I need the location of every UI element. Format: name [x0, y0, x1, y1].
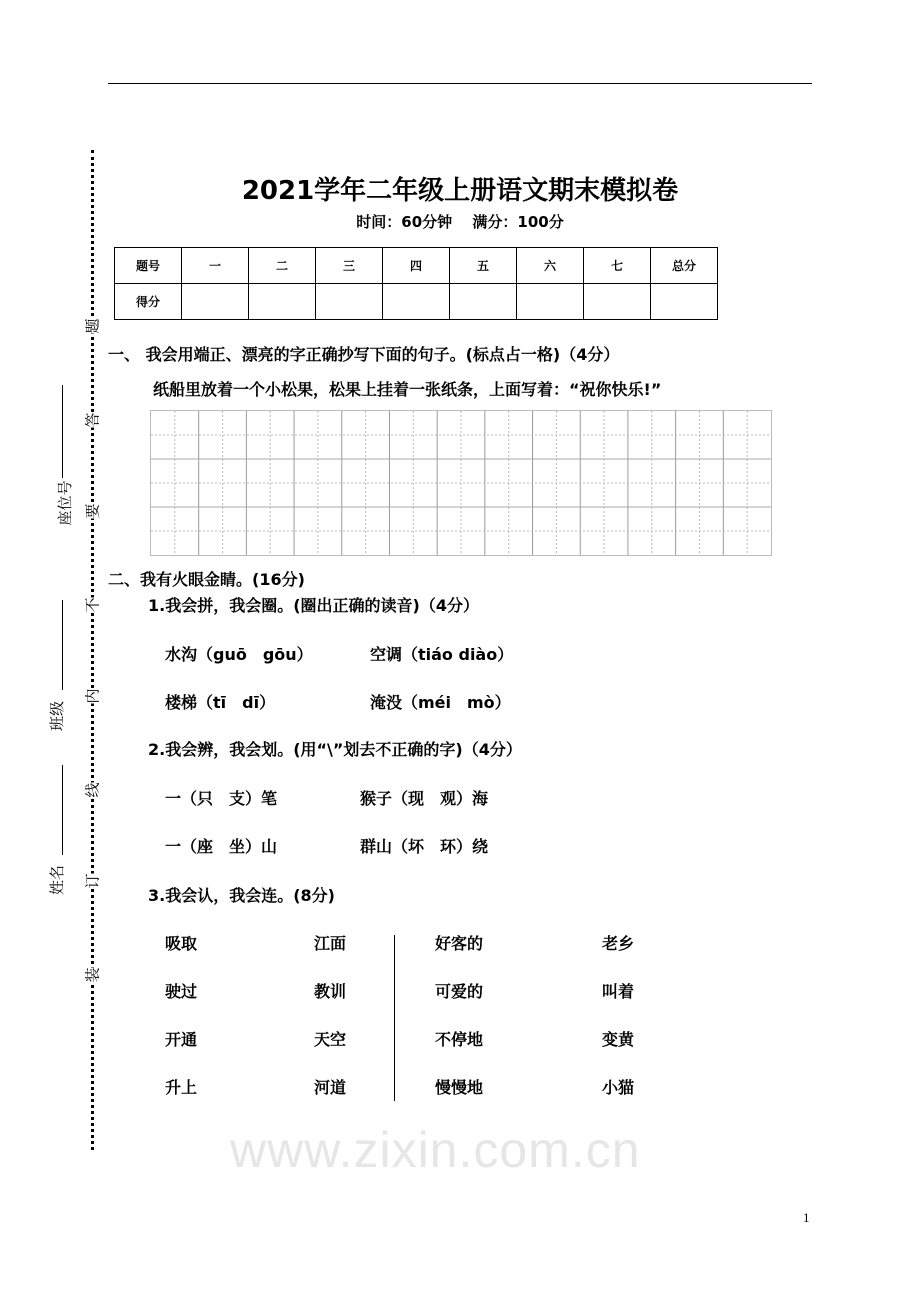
q3-heading: 3.我会认，我会连。(8分)	[148, 886, 335, 905]
match-word[interactable]: 升上	[165, 1078, 198, 1097]
char-choice-item: 猴子（现 观）海	[360, 789, 489, 808]
header-cell: 六	[517, 248, 584, 284]
score-cell[interactable]	[517, 284, 584, 320]
pinyin-item: 水沟（guō gōu）	[165, 645, 313, 664]
match-word[interactable]: 吸取	[165, 934, 198, 953]
header-rule	[108, 83, 812, 84]
header-cell: 总分	[651, 248, 718, 284]
page-title: 2021学年二年级上册语文期末模拟卷	[241, 176, 679, 206]
score-cell[interactable]	[316, 284, 383, 320]
match-word[interactable]: 小猫	[602, 1078, 635, 1097]
match-word[interactable]: 江面	[314, 934, 347, 953]
header-cell: 一	[182, 248, 249, 284]
q2-heading: 2.我会辨，我会划。(用“\”划去不正确的字)（4分）	[148, 740, 522, 759]
name-label: 姓名	[48, 865, 66, 896]
seat-underline	[62, 385, 63, 490]
section1-heading: 一、 我会用端正、漂亮的字正确抄写下面的句子。(标点占一格)（4分）	[108, 345, 620, 364]
char-choice-item: 一（只 支）笔	[165, 789, 278, 808]
seal-char: 内	[83, 688, 102, 704]
match-word[interactable]: 慢慢地	[435, 1078, 484, 1097]
seat-label: 座位号	[57, 478, 73, 528]
match-word[interactable]: 开通	[165, 1030, 198, 1049]
header-cell: 五	[450, 248, 517, 284]
class-label: 班级	[48, 701, 66, 732]
header-cell: 七	[584, 248, 651, 284]
score-table	[114, 247, 718, 320]
section2-heading: 二、我有火眼金睛。(16分)	[108, 570, 305, 589]
exam-time-score: 时间：60分钟 满分：100分	[356, 213, 564, 231]
seal-char: 要	[83, 503, 102, 519]
match-word[interactable]: 天空	[314, 1030, 347, 1049]
match-word[interactable]: 教训	[314, 982, 347, 1001]
score-cell[interactable]	[249, 284, 316, 320]
seal-char: 答	[83, 412, 102, 428]
section1-sentence: 纸船里放着一个小松果，松果上挂着一张纸条，上面写着：“祝你快乐!”	[153, 380, 662, 399]
score-cell[interactable]	[651, 284, 718, 320]
pinyin-item: 淹没（méi mò）	[370, 693, 511, 712]
pinyin-item: 空调（tiáo diào）	[370, 645, 514, 664]
name-underline	[62, 765, 63, 855]
score-cell[interactable]	[450, 284, 517, 320]
seal-char: 题	[83, 318, 102, 334]
seal-char: 不	[83, 597, 102, 613]
header-cell: 二	[249, 248, 316, 284]
match-word[interactable]: 不停地	[435, 1030, 484, 1049]
writing-grid[interactable]	[150, 410, 772, 556]
pinyin-item: 楼梯（tī dī）	[165, 693, 276, 712]
q1-heading: 1.我会拼，我会圈。(圈出正确的读音)（4分）	[148, 596, 479, 615]
class-underline	[62, 600, 63, 690]
match-word[interactable]: 驶过	[165, 982, 198, 1001]
score-cell[interactable]	[182, 284, 249, 320]
score-cell[interactable]	[584, 284, 651, 320]
match-word[interactable]: 变黄	[602, 1030, 635, 1049]
header-cell: 四	[383, 248, 450, 284]
header-cell: 三	[316, 248, 383, 284]
matching-divider	[394, 935, 395, 1101]
score-cell[interactable]	[383, 284, 450, 320]
seal-char: 订	[83, 873, 102, 889]
match-word[interactable]: 河道	[314, 1078, 347, 1097]
seal-char: 装	[83, 967, 102, 983]
char-choice-item: 群山（坏 环）绕	[360, 837, 489, 856]
char-choice-item: 一（座 坐）山	[165, 837, 278, 856]
match-word[interactable]: 老乡	[602, 934, 635, 953]
match-word[interactable]: 可爱的	[435, 982, 484, 1001]
match-word[interactable]: 叫着	[602, 982, 635, 1001]
watermark: www.zixin.com.cn	[230, 1122, 641, 1178]
page-number: 1	[803, 1210, 810, 1225]
binding-dotted-line	[91, 150, 94, 1150]
match-word[interactable]: 好客的	[435, 934, 484, 953]
row-label: 得分	[115, 284, 182, 320]
seal-char: 线	[83, 782, 102, 798]
header-cell: 题号	[115, 248, 182, 284]
